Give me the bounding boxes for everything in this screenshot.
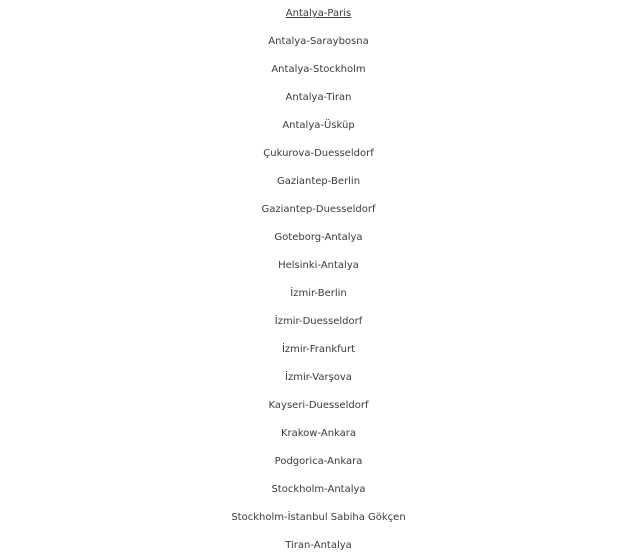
route-link[interactable]: İzmir-Frankfurt (281, 344, 356, 355)
route-link[interactable]: Helsinki-Antalya (278, 260, 359, 271)
route-link[interactable]: Antalya-Üsküp (282, 120, 355, 131)
route-link[interactable]: Podgorica-Ankara (274, 456, 363, 467)
route-link[interactable]: Kayseri-Duesseldorf (268, 400, 369, 411)
route-link[interactable]: İzmir-Berlin (290, 288, 347, 299)
route-link[interactable]: Stockholm-İstanbul Sabiha Gökçen (231, 512, 406, 523)
route-link[interactable]: İzmir-Duesseldorf (274, 316, 363, 327)
route-link[interactable]: Tiran-Antalya (285, 540, 352, 551)
route-link[interactable]: Antalya-Tiran (285, 92, 352, 103)
route-link[interactable]: Çukurova-Duesseldorf (263, 148, 374, 159)
route-link[interactable]: Antalya-Stockholm (271, 64, 366, 75)
route-link[interactable]: Stockholm-Antalya (271, 484, 366, 495)
route-link[interactable]: Antalya-Saraybosna (268, 36, 369, 47)
route-link[interactable]: Krakow-Ankara (280, 428, 357, 439)
route-link[interactable]: İzmir-Varşova (285, 372, 352, 383)
route-link[interactable]: Gaziantep-Berlin (276, 176, 361, 187)
route-link[interactable]: Goteborg-Antalya (274, 232, 363, 243)
route-link[interactable]: Gaziantep-Duesseldorf (261, 204, 376, 215)
route-link[interactable]: Antalya-Paris (285, 8, 352, 19)
